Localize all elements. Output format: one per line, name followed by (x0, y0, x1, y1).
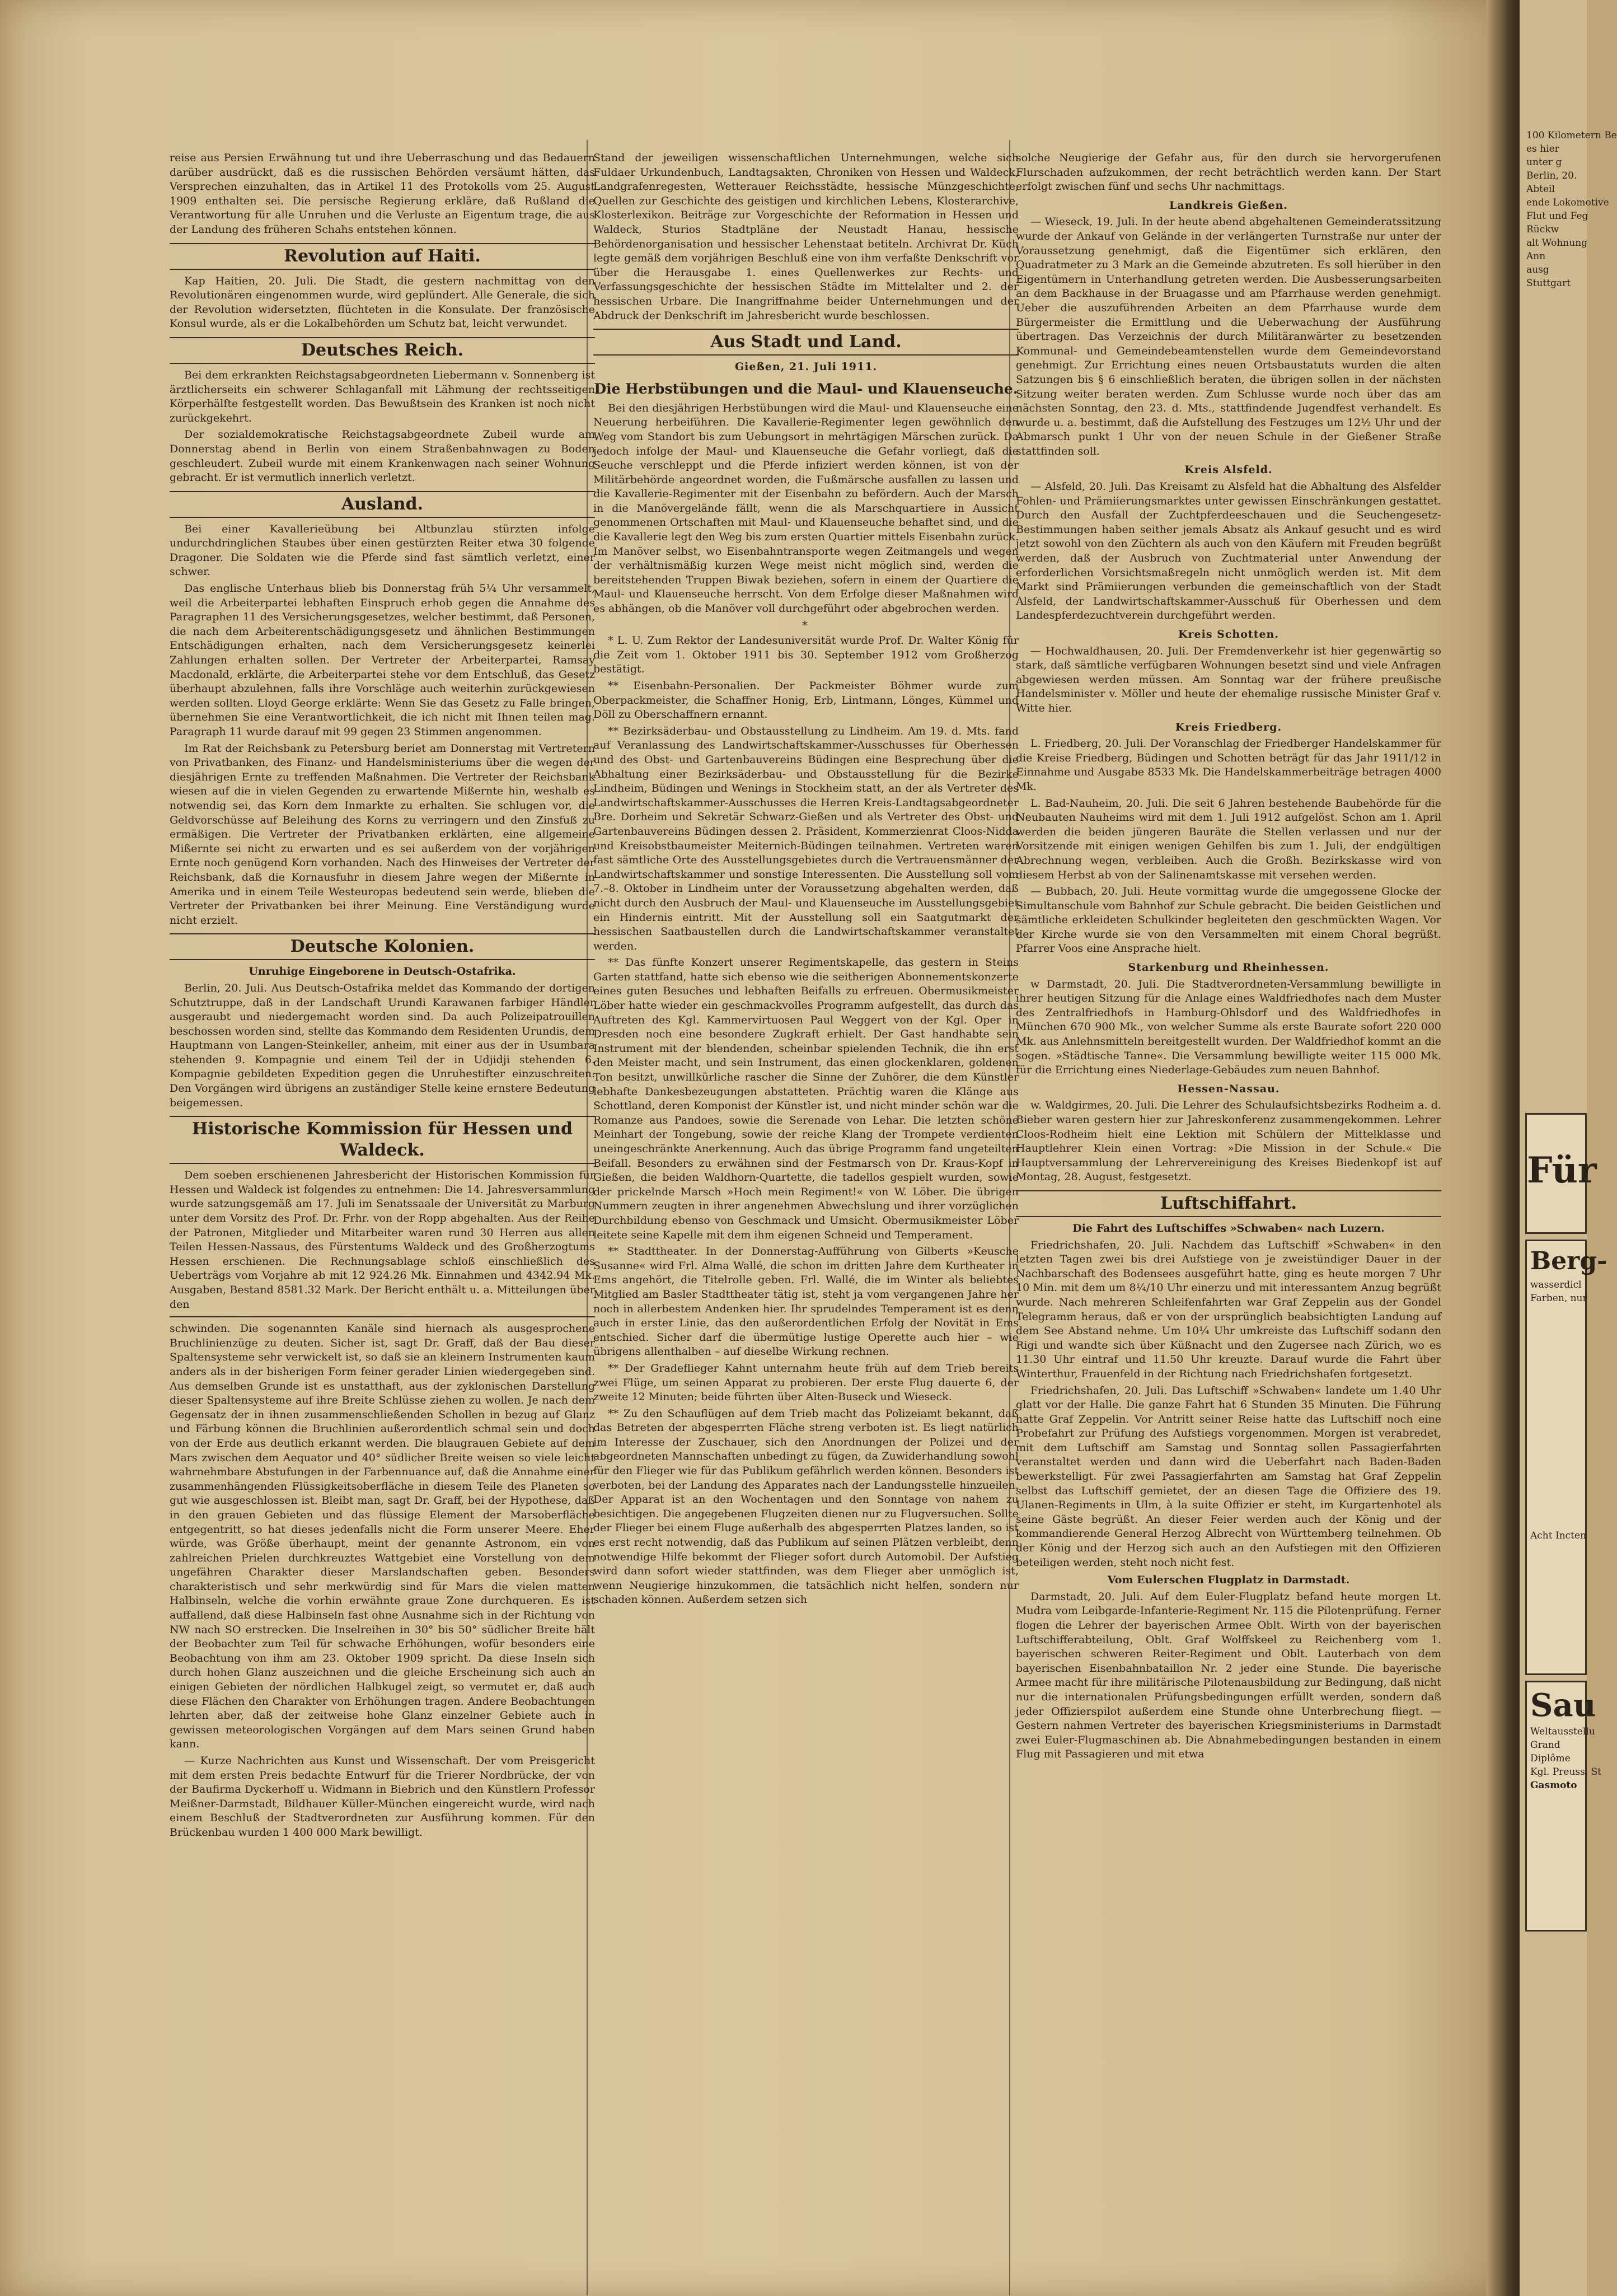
section-heading: Deutsches Reich. (170, 337, 595, 364)
advertisement-text: wasserdicl (1530, 1279, 1582, 1290)
adjacent-text-line: 100 Kilometern Be (1526, 130, 1617, 141)
adjacent-page (1520, 0, 1617, 2296)
article-text: Das englische Unterhaus blieb bis Donnerstag früh 5¼ Uhr versammelt, weil die Arbeiterpartei lebhaften Einspruch erhob gegen die Annahme des Paragraphen 11 des Versicherungsgesetzes, welcher bestimmt, daß Personen, die nach dem Arbeiterentschädigungsgesetz und ähnlichen Bestimmungen Entschädigungen erhalten, nach dem Versicherungsgesetz keinerlei Zahlungen erhalten sollen. Der Vertreter der Arbeiterpartei, Ramsay Macdonald, erklärte, die Arbeiterpartei stehe vor dem Entschluß, das Gesetz überhaupt abzulehnen, falls ihre Vorschläge auch weiterhin zurückgewiesen werden sollten. Lloyd George erklärte: Wenn Sie das Gesetz zu Falle bringen, übernehmen Sie eine Verantwortlichkeit, die ich nicht mit Ihnen teilen mag. Paragraph 11 wurde darauf mit 99 gegen 23 Stimmen angenommen. (170, 582, 595, 738)
section-heading: Aus Stadt und Land. (593, 329, 1019, 356)
article-text: ** Der Gradeflieger Kahnt unternahm heute früh auf dem Trieb bereits zwei Flüge, um seinen Apparat zu probieren. Der erste Flug dauerte 6, der zweite 12 Minuten; beide führten über Alten-Buseck und Wieseck. (593, 1362, 1019, 1404)
adjacent-text-line: ausg (1526, 264, 1549, 275)
article-text: solche Neugierige der Gefahr aus, für den durch sie hervorgerufenen Flurschaden aufzukommen, der recht beträchtlich werden kann. Der Start erfolgt zwischen fünf und sechs Uhr nachmittags. (1016, 152, 1441, 193)
article-text: w. Waldgirmes, 20. Juli. Die Lehrer des Schulaufsichtsbezirks Rodheim a. d. Bieber waren gestern hier zur Jahreskonferenz zusammengekommen. Lehrer Cloos-Rodheim hielt eine Lektion mit Schülern der Mittelklasse und Hauptlehrer Klein einen Vortrag: »Die Mission in der Schule.« Die Hauptversammlung der Lehrervereinigung des Kreises Biedenkopf ist auf Montag, 28. August, festgesetzt. (1016, 1099, 1441, 1184)
advertisement (1525, 1240, 1607, 1675)
article-text: ** Das fünfte Konzert unserer Regimentskapelle, das gestern in Steins Garten stattfand, hatte sich ebenso wie die seitherigen Abonnementskonzerte eines guten Besuches und lebhaften Beifalls zu erfreuen. Obermusikmeister Löber hatte wieder ein geschmackvolles Programm aufgestellt, das durch das Auftreten des Kgl. Kammervirtuosen Paul Weggert von der Kgl. Oper in Dresden noch eine besondere Zugkraft erhielt. Der Gast handhabte sein Instrument mit der blendenden, scheinbar spielenden Technik, die ihn erst den Meister macht, und sein Instrument, das einen glockenklaren, goldenen Ton besitzt, unwillkürliche rascher die Sinne der Zuhörer, die dem Künstler lebhafte Dankesbezeugungen abstatteten. Prächtig waren die Klänge aus Schottland, deren Komponist der Künstler ist, und nicht minder schön war die Romanze aus Pandoes, sowie die Serenade von Lehar. Die letzten schöne Meinhart der Tongebung, sowie der reiche Klang der Trompete verdienten uneingeschränkte Anerkennung. Auch das übrige Programm fand ungeteilten Beifall. Besonders zu erwähnen sind der Festmarsch von Dr. Kraus-Kopf in Gießen, die beiden Waldhorn-Quartette, die tadellos gespielt wurden, sowie der prickelnde Marsch »Hoch mein Regiment!« von W. Löber. Die übrigen Nummern zeugten in ihrer angenehmen Abwechslung und ihrer vorzüglichen Durchbildung ebenso von Geschmack und Umsicht. Obermusikmeister Löber leitete seine Kapelle mit dem ihm eigenen Schneid und Temperament. (593, 956, 1019, 1241)
adjacent-text-line: es hier (1526, 143, 1559, 155)
column-1 (170, 151, 595, 2279)
article-text: Darmstadt, 20. Juli. Auf dem Euler-Flugplatz befand heute morgen Lt. Mudra vom Leibgarde-Infanterie-Regiment Nr. 115 die Pilotenprüfung. Ferner flogen die Lehrer der bayerischen Armee Oblt. Wirth von der bayerischen Luftschifferabteilung, Oblt. Graf Wolffskeel zu Reichenberg vom 1. bayerischen schweren Reiter-Regiment und Oblt. Lauterbach von dem bayerischen Eisenbahnbataillon Nr. 2 jeder eine Stunde. Die bayerische Armee macht für ihre militärische Pilotenausbildung zur Bedingung, daß nicht nur die internationalen Prüfungsbedingungen erfüllt werden, sondern daß jeder Offizierspilot außerdem eine Stunde ohne Unterbrechung fliegt. — Gestern nahmen Vertreter des bayerischen Kriegsministeriums in Darmstadt zwei Euler-Flugmaschinen ab. Die Abnahmebedingungen bestanden in einem Flug mit Passagieren und mit etwa (1016, 1590, 1441, 1761)
article-text: — Hochwaldhausen, 20. Juli. Der Fremdenverkehr ist hier gegenwärtig so stark, daß sämtliche verfügbaren Wohnungen besetzt sind und viele Anfragen abgewiesen werden müssen. Am Sonntag war der frühere preußische Handelsminister v. Möller und heute der ehemalige russische Minister Graf v. Witte hier. (1016, 644, 1441, 714)
advertisement-text: Gasmoto (1530, 1780, 1577, 1791)
region-heading: Kreis Schotten. (1178, 628, 1279, 640)
adjacent-text-line: Abteil (1526, 184, 1555, 195)
section-heading: Luftschiffahrt. (1016, 1190, 1441, 1217)
article-text: Im Rat der Reichsbank zu Petersburg beriet am Donnerstag mit Vertretern von Privatbanken, des Finanz- und Handelsministeriums über die wegen der diesjährigen Ernte zu treffenden Maßnahmen. Die Vertreter der Reichsbank wiesen auf die in vielen Gegenden zu erwartende Mißernte hin, weshalb es notwendig sei, das Korn dem Inmarkte zu erhalten. Sie schlugen vor, die Geldvorschüsse auf Beleihung des Korns zu verringern und den Zinsfuß zu ermäßigen. Die Vertreter der Privatbanken erklärten, eine allgemeine Mißernte sei nicht zu erwarten und es sei außerdem von der vorjährigen Ernte noch genügend Korn vorhanden. Nach des Hinweises der Vertreter der Reichsbank, daß die Kornausfuhr in diesem Jahre wegen der Mißernte in Amerika und in einem Teile Westeuropas bedeutend sein werde, blieben die Vertreter der Privatbanken bei ihrer Meinung. Eine Verständigung wurde nicht erzielt. (170, 742, 595, 927)
article-text: schwinden. Die sogenannten Kanäle sind hiernach als ausgesprochene Bruchlinienzüge zu deuten. Sicher ist, sagt Dr. Graff, daß der Bau dieser Spaltensysteme sehr verwickelt ist, so daß sie an kleinern Instrumenten kaum anders als in der bisherigen Form feiner gerader Linien wiedergegeben sind. Aus demselben Grunde ist es unstatthaft, aus der zyklonischen Darstellung dieser Spaltensysteme auf ihre Breite Schlüsse ziehen zu wollen. Je nach dem Gegensatz der in ihnen zusammenschließenden Schollen in bezug auf Glanz und Färbung können die Bruchlinien außerordentlich schmal sein und doch von der Erde aus deutlich erkannt werden. Die blaugrauen Gebiete auf dem Mars zwischen dem Aequator und 40° südlicher Breite weisen so viele leicht wahrnehmbare Abstufungen in der Farbennuance auf, daß die Annahme einer zusammenhängenden Flüssigkeitsoberfläche in diesem Teile des Planeten so gut wie ausgeschlossen ist. Bleibt man, sagt Dr. Graff, bei der Hypothese, daß in den grauen Gebieten und das flüssige Element der Marsoberfläche entgegentritt, so hat dieses jedenfalls nicht die Form unserer Meere. Eher würde, was Größe überhaupt, meint der genannte Astronom, ein von zahlreichen Prielen durchkreuztes Wattgebiet eine Vorstellung von dem ungefähren Charakter dieser Marslandschaften geben. Besonders charakteristisch und sehr merkwürdig sind für Mars die vielen matten Halbinseln, welche die vorhin erwähnte graue Zone durchqueren. Es ist auffallend, daß diese Halbinseln fast ohne Ausnahme sich in der Richtung von NW nach SO erstrecken. Die Inselreihen in 30° bis 50° südlicher Breite hält der Beobachter zum Teil für schwache Erhöhungen, wofür besonders eine Beobachtung von ihm am 23. Oktober 1909 spricht. Da diese Inseln sich durch hohen Glanz auszeichnen und die gleiche Erscheinung sich auch an einigen Gebieten der nördlichen Halbkugel zeigt, so vermutet er, daß auch diese Flächen den Charakter von Erhöhungen tragen. Andere Beobachtungen lehrten aber, daß der zeitweise hohe Glanz einzelner Gebiete auch in gewissen meteorologischen Vorgängen auf dem Mars seinen Grund haben kann. (170, 1322, 595, 1751)
advertisement (1525, 1681, 1602, 1932)
advertisement-text: Grand (1530, 1739, 1560, 1751)
article-text: ** Bezirksäderbau- und Obstausstellung zu Lindheim. Am 19. d. Mts. fand auf Veranlassung des Landwirtschaftskammer-Ausschusses für Oberhessen und des Obst- und Gartenbauvereins Büdingen eine Besprechung über die Abhaltung einer Bezirksäderbau- und Obstausstellung für die Bezirke Lindheim, Büdingen und Wenings in Stockheim statt, an der als Vertreter des Landwirtschaftskammer-Ausschusses die Herren Kreis-Landtagsabgeordneter Bre. Dorheim und Sekretär Schwarz-Gießen und als Vertreter des Obst- und Gartenbauvereins Büdingen dessen 2. Präsident, Kommerzienrat Cloos-Nidda und Kreisobstbaumeister Meiternich-Büdingen teilnahmen. Vertreten waren fast sämtliche Orte des Ausstellungsgebietes durch die Vertrauensmänner der Landwirtschaftskammer und sonstige Interessenten. Die Ausstellung soll vom 7.–8. Oktober in Lindheim unter der Voraussetzung abgehalten werden, daß nicht durch den Ausbruch der Maul- und Klauenseuche im Ausstellungsgebiet ein Hindernis eintritt. Mit der Ausstellung soll ein Saatgutmarkt der hessischen Saatbaustellen durch die Landwirtschaftskammer veranstaltet werden. (593, 724, 1019, 952)
column-3 (1016, 151, 1441, 2279)
region-heading: Kreis Alsfeld. (1184, 464, 1273, 476)
article-text: Kap Haitien, 20. Juli. Die Stadt, die gestern nachmittag von den Revolutionären eingenommen wurde, wird geplündert. Alle Generale, die sich der Revolution widersetzten, flüchteten in die Konsulate. Der französische Konsul wurde, als er die Lokalbehörden um Schutz bat, leicht verwundet. (170, 274, 595, 330)
article-text: Der sozialdemokratische Reichstagsabgeordnete Zubeil wurde am Donnerstag abend in Berlin von einem Straßenbahnwagen zu Boden geschleudert. Zubeil wurde mit einem Krankenwagen nach seiner Wohnung gebracht. Er ist vermutlich innerlich verletzt. (170, 428, 595, 484)
article-text: Berlin, 20. Juli. Aus Deutsch-Ostafrika meldet das Kommando der dortigen Schutztruppe, daß in der Landschaft Urundi Karawanen farbiger Händler ausgeraubt und niedergemacht worden sind. Da auch Polizeipatrouillen beschossen worden sind, stellte das Kommando dem Residenten Urundis, dem Hauptmann von Langen-Steinkeller, anheim, mit einer aus der in Usumbara stehenden 9. Kompagnie und einem Teil der in Udjidji stehenden 6. Kompagnie gebildeten Expedition gegen die Unruhestifter einzuschreiten. Den Vorgängen wird übrigens an zuständiger Stelle keine ernstere Bedeutung beigemessen. (170, 981, 595, 1109)
region-heading: Hessen-Nassau. (1177, 1082, 1280, 1095)
article-text: — Kurze Nachrichten aus Kunst und Wissenschaft. Der vom Preisgericht mit dem ersten Preis bedachte Entwurf für die Trierer Nordbrücke, der von der Baufirma Dyckerhoff u. Widmann in Biebrich und den Künstlern Professor Meißner-Darmstadt, Bildhauer Küller-München eingereicht wurde, wird nach einem Beschluß der Stadtverordneten zur Ausführung kommen. Für den Brückenbau wurden 1 400 000 Mark bewilligt. (170, 1755, 595, 1839)
advertisement-text: Weltausstellu (1530, 1726, 1595, 1737)
adjacent-text-line: ende Lokomotive (1526, 197, 1609, 208)
region-heading: Starkenburg und Rheinhessen. (1128, 961, 1329, 974)
column-2 (593, 151, 1019, 2279)
article-text: reise aus Persien Erwähnung tut und ihre Ueberraschung und das Bedauern darüber ausdrückt, daß es die russischen Behörden versäumt hätten, das Versprechen einzuhalten, das in Artikel 11 des Protokolls vom 25. August 1909 enthalten sei. Die persische Regierung erkläre, daß Rußland die Verantwortung für alle Unruhen und die Verluste an Eigentum trage, die aus der Landung des früheren Schahs entstehen können. (170, 152, 595, 236)
article-heading: Die Herbstübungen und die Maul- und Klauenseuche. (594, 380, 1018, 397)
advertisement-text: Kgl. Preuss. St (1530, 1766, 1602, 1778)
article-subheading: Die Fahrt des Luftschiffes »Schwaben« nach Luzern. (1072, 1222, 1385, 1234)
adjacent-text-line: alt Wohnung (1526, 237, 1588, 249)
article-text: Bei einer Kavallerieübung bei Altbunzlau stürzten infolge undurchdringlichen Staubes über einen gestürzten Reiter etwa 30 folgende Dragoner. Die Soldaten wie die Pferde sind fast sämtlich verletzt, einer schwer. (170, 522, 595, 578)
adjacent-text-line: Ann (1526, 251, 1546, 262)
adjacent-text-line: unter g (1526, 157, 1562, 168)
article-text: Dem soeben erschienenen Jahresbericht der Historischen Kommission für Hessen und Waldeck ist folgendes zu entnehmen: Die 14. Jahresversammlung wurde satzungsgemäß am 17. Juli im Senatssaale der Universität zu Marburg unter dem Vorsitz des Prof. Dr. Frhr. von der Ropp abgehalten. Aus der Reihe der Patronen, Mitglieder und Mitarbeiter waren rund 30 Herren aus allen Teilen Hessen-Nassaus, des Fürstentums Waldeck und des Großherzogtums Hessen erschienen. Die Rechnungsablage schloß einschließlich des Ueberträgs vom Vorjahre ab mit 12 924.26 Mk. Einnahmen und 4342.94 Mk. Ausgaben, Bestand 8581.32 Mark. Der Bericht enthält u. a. Mitteilungen über den (170, 1169, 595, 1311)
article-text: — Bubbach, 20. Juli. Heute vormittag wurde die umgegossene Glocke der Simultanschule vom Bahnhof zur Schule gebracht. Die beiden Geistlichen und sämtliche erkleideten Schulkinder begleiteten den geschmückten Wagen. Vor der Kirche wurde sie von den Versammelten mit einem Choral begrüßt. Pfarrer Voos eine Ansprache hielt. (1016, 885, 1441, 955)
article-text: Bei den diesjährigen Herbstübungen wird die Maul- und Klauenseuche eine Neuerung herbeiführen. Die Kavallerie-Regimenter legen gewöhnlich den Weg vom Standort bis zum Uebungsort in mehrtägigen Märschen zurück. Da jedoch infolge der Maul- und Klauenseuche die Gefahr vorliegt, daß die Seuche verschleppt und die Pferde infiziert werden können, ist von der Militärbehörde angeordnet worden, die Fußmärsche ausfallen zu lassen und die Kavallerie-Regimenter mit der Eisenbahn zu befördern. Auch der Marsch in die Manövergelände fällt, wenn die als Marschquartiere in Aussicht genommenen Ortschaften mit Maul- und Klauenseuche behaftet sind, und die die Kavallerie legt den Weg bis zum ersten Quartier mittels Eisenbahn zurück. Im Manöver selbst, wo Eisenbahntransporte wegen Zeitmangels und wegen der verhältnismäßig kurzen Wege meist nicht möglich sind, werden die bereitstehenden Truppen Biwak beziehen, sofern in einem der Quartiere die Maul- und Klauenseuche herrscht. Von dem Erfolge dieser Maßnahmen wird es abhängen, ob die Manöver voll durchgeführt oder abgebrochen werden. (593, 401, 1019, 615)
section-heading: Historische Kommission für Hessen und Waldeck. (170, 1116, 595, 1164)
article-text: Friedrichshafen, 20. Juli. Nachdem das Luftschiff »Schwaben« in den letzten Tagen zwei bis drei Aufstiege von je zweistündiger Dauer in der Nachbarschaft des Bodensees ausgeführt hatte, ging es heute morgen 7 Uhr 10 Min. mit dem um 8¼/10 Uhr einerzu und mit interessantem Anzug begrüßt wurde. Nach mehreren Schleifenfahrten war Graf Zeppelin aus der Gondel Telegramm heraus, daß er von der ursprünglich beabsichtigten Landung auf dem See Abstand nehme. Um 10¼ Uhr umkreiste das Luftschiff sodann den Rigi und wandte sich über Küßnacht und den Zugersee nach Zürich, wo es 11.30 Uhr eintraf und 11.50 Uhr kreuzte. Darauf wurde die Fahrt über Winterthur, Frauenfeld in der Richtung nach Friedrichshafen fortgesetzt. (1016, 1238, 1441, 1380)
dateline: Gießen, 21. Juli 1911. (734, 361, 878, 373)
adjacent-text-line: Flut und Feg (1526, 211, 1588, 222)
region-heading: Kreis Friedberg. (1175, 721, 1282, 733)
section-heading: Ausland. (170, 491, 595, 518)
article-subheading: Vom Eulerschen Flugplatz in Darmstadt. (1107, 1574, 1350, 1587)
article-text: Bei dem erkrankten Reichstagsabgeordneten Liebermann v. Sonnenberg ist ärztlicherseits ein schwerer Schlaganfall mit Lähmung der rechtsseitigen Körperhälfte festgestellt worden. Das Bewußtsein des Kranken ist noch nicht zurückgekehrt. (170, 368, 595, 424)
article-text: ** Zu den Schauflügen auf dem Trieb macht das Polizeiamt bekannt, daß das Betreten der abgesperrten Fläche streng verboten ist. Es liegt natürlich im Interesse der Zuschauer, sich den Anordnungen der Polizei und der abgeordneten Mannschaften unbedingt zu fügen, da Zuwiderhandlung sowohl für den Flieger wie für das Publikum gefährlich werden können. Besonders ist verboten, bei der Landung des Apparates nach der Landungsstelle hinzueilen. Der Apparat ist an den Wochentagen und den Sonntage von nahem zu besichtigen. Die angegebenen Flugzeiten dienen nur zu Flugversuchen. Sollte der Flieger bei einem Fluge außerhalb des abgesperrten Platzes landen, so ist es erst recht notwendig, daß das Publikum auf seinen Plätzen verbleibt, denn notwendige Hilfe bekommt der Flieger sofort durch Automobil. Der Aufstieg wird dann sofort wieder stattfinden, was dem Flieger aber unmöglich ist, wenn Neugierige hinzukommen, die tatsächlich nicht helfen, sondern nur schaden können. Außerdem setzen sich (593, 1407, 1019, 1606)
advertisement-title: Sau (1530, 1687, 1596, 1724)
article-text: L. Bad-Nauheim, 20. Juli. Die seit 6 Jahren bestehende Baubehörde für die Neubauten Nauheims wird mit dem 1. Juli 1912 aufgelöst. Schon am 1. April werden die beiden jüngeren Bauräte die Stellen verlassen und nur der Vorsitzende mit einigen wenigen Gehilfen bis zum 1. Juli, der endgültigen Abrechnung wegen, verbleiben. Auch die Großh. Bezirkskasse wird von diesem Herbst ab von der Salinenamtskasse mit versehen werden. (1016, 797, 1441, 881)
section-heading: Revolution auf Haiti. (170, 243, 595, 270)
article-text: — Alsfeld, 20. Juli. Das Kreisamt zu Alsfeld hat die Abhaltung des Alsfelder Fohlen- und Prämiierungsmarktes unter gewissen Einschränkungen gestattet. Durch den Ausfall der Zuchtpferdeeschauen und die Seuchengesetz-Bestimmungen haben seither jemals Absatz als Ankauf gesucht und es wird jetzt sowohl von den Züchtern als auch von den Käufern mit Freuden begrüßt werden, daß der Ausbruch von Zuchtmaterial unter Anwendung der erforderlichen Vorsichtsmaßregeln nicht unmöglich werden ist. Mit dem Markt sind Prämiierungen verbunden die gemeinschaftlich von der Stadt Alsfeld, der Landwirtschaftskammer-Ausschuß für Oberhessen und dem Landespferdezuchtverein durchgeführt werden. (1016, 480, 1441, 622)
article-text: * L. U. Zum Rektor der Landesuniversität wurde Prof. Dr. Walter König für die Zeit vom 1. Oktober 1911 bis 30. September 1912 vom Großherzog bestätigt. (593, 634, 1019, 676)
article-text: ** Eisenbahn-Personalien. Der Packmeister Böhmer wurde zum Oberpackmeister, die Schaffner Honig, Erb, Lintmann, Lönges, Kümmel und Döll zu Oberschaffnern ernannt. (593, 680, 1019, 721)
article-text: Friedrichshafen, 20. Juli. Das Luftschiff »Schwaben« landete um 1.40 Uhr glatt vor der Halle. Die ganze Fahrt hat 6 Stunden 35 Minuten. Die Führung hatte Graf Zeppelin. Vor Antritt seiner Reise hatte das Luftschiff noch eine Probefahrt zur Prüfung des Aufstiegs vorgenommen. Morgen ist verabredet, mit dem Luftschiff am Samstag und Sonntag sollen Passagierfahrten veranstaltet werden und dann wird die Ueberfahrt nach Baden-Baden bewerkstelligt. Für zwei Passagierfahrten am Samstag hat Graf Zeppelin selbst das Luftschiff gemietet, der an diesen Tage die Offiziere des 19. Ulanen-Regiments in Ulm, à la suite Offizier er steht, im Kurgartenhotel als seine Gäste begrüßt. An dieser Feier werden auch der König und der kommandierende General Herzog Albrecht von Württemberg teilnehmen. Ob der König und der Herzog sich auch an den Aufstiegen mit den Offizieren beteiligen werden, steht noch nicht fest. (1016, 1384, 1441, 1569)
region-heading: Landkreis Gießen. (1169, 199, 1288, 212)
adjacent-text-line: Rückw (1526, 224, 1559, 235)
advertisement-text: Farben, nur (1530, 1293, 1587, 1304)
advertisement-text: Acht Incten (1530, 1530, 1587, 1541)
separator: * (802, 619, 810, 632)
feuilleton-rule (170, 1316, 595, 1317)
article-text: Stand der jeweiligen wissenschaftlichen Unternehmungen, welche sich Fuldaer Urkundenbuch, Landtagsakten, Chroniken von Hessen und Waldeck, Landgrafenregesten, Wetterauer Reichsstädte, hessische Münzgeschichte, Quellen zur Geschichte des geistigen und kirchlichen Lebens, Klosterarchive, Klosterlexikon. Beiträge zur Vorgeschichte der Reformation in Hessen und Waldeck, Sturios Stadtpläne der Neustadt Hanau, hessische Behördenorganisation und hessischer Lehenstaat betiteln. Archivrat Dr. Küch legte gemäß dem vorjährigen Beschluß eine von ihm verfaßte Denkschrift vor über die Herausgabe 1. eines Quellenwerkes zur Rechts- und Verfassungsgeschichte der hessischen Städte im Mittelalter und 2. der hessischen Urbare. Die Inangriffnahme beider Unternehmungen und der Abdruck der Denkschrift im Jahresbericht wurde beschlossen. (593, 152, 1019, 322)
article-text: L. Friedberg, 20. Juli. Der Voranschlag der Friedberger Handelskammer für die Kreise Friedberg, Büdingen und Schotten beträgt für das Jahr 1911/12 in Einnahme und Ausgabe 8533 Mk. Die Handelskammerbeiträge betragen 4000 Mk. (1016, 737, 1441, 793)
article-subheading: Unruhige Eingeborene in Deutsch-Ostafrika. (249, 965, 516, 978)
article-text: — Wieseck, 19. Juli. In der heute abend abgehaltenen Gemeinderatssitzung wurde der Ankauf von Gelände in der verlängerten Turnstraße nur unter der Voraussetzung genehmigt, daß die Eigentümer sich erklären, den Quadratmeter zu 3 Mark an die Gemeinde abzutreten. Es soll hierüber in den Eigentümern in Unterhandlung getreten werden. Die Ausbesserungsarbeiten an dem Backhause in der Bruagasse und am Pfarrhause werden genehmigt. Ueber die auszuführenden Arbeiten an dem Pfarrhause wurde dem Bürgermeister die Ermittlung und die Ueberwachung der Ausführung übertragen. Das Verzeichnis der durch Militäranwärter zu besetzenden Kommunal- und Gemeindebeamtenstellen wurde dem Gemeindevorstand genehmigt. Zur Errichtung eines neuen Ortsbaustatuts wurden die alten Satzungen bis § 6 einschließlich beraten, die übrigen sollen in der nächsten Sitzung weiter beraten werden. Zum Schlusse wurde noch über das am nächsten Sonntag, den 23. d. Mts., stattfindende Jugendfest verhandelt. Es wurde u. a. bestimmt, daß die Aufstellung des Festzuges um 12½ Uhr und der Abmarsch punkt 1 Uhr von der neuen Schule in der Gießener Straße stattfinden soll. (1016, 216, 1441, 457)
adjacent-text-line: Stuttgart (1526, 278, 1571, 289)
advertisement-text: Diplôme (1530, 1753, 1571, 1764)
advertisement-title: Berg- (1530, 1247, 1607, 1275)
article-text: ** Stadttheater. In der Donnerstag-Aufführung von Gilberts »Keusche Susanne« wird Frl. Alma Wallé, die schon im dritten Jahre dem Kurtheater in Ems angehört, die Titelrolle geben. Frl. Wallé, die im Winter als beliebtes Mitglied am Basler Stadttheater tätig ist, steht ja vom vergangenen Jahre her noch in allerbestem Andenken hier. Ihr sprudelndes Temperament ist es denn auch in erster Linie, das den außerordentlichen Erfolg der Novität in Ems entschied. Sicher darf die übermütige lustige Operette auch hier – wie übrigens allenthalben – auf dieselbe Wirkung rechnen. (593, 1245, 1019, 1358)
section-heading: Deutsche Kolonien. (170, 933, 595, 960)
article-text: w Darmstadt, 20. Juli. Die Stadtverordneten-Versammlung bewilligte in ihrer heutigen Sitzung für die Anlage eines Waldfriedhofes nach dem Muster des Zentralfriedhofs in Hamburg-Ohlsdorf und des Waldfriedhofes in München 670 900 Mk., von welcher Summe als erste Baurate sofort 220 000 Mk. aus Anlehnsmitteln bereitgestellt wurden. Der Waldfriedhof kommt an die sogen. »Städtische Tanne«. Die Versammlung bewilligte weiter 115 000 Mk. für die Errichtung eines Niederlage-Gebäudes zum neuen Bahnhof. (1016, 978, 1441, 1077)
advertisement-heading: Für (1525, 1113, 1587, 1234)
adjacent-text-line: Berlin, 20. (1526, 170, 1577, 181)
